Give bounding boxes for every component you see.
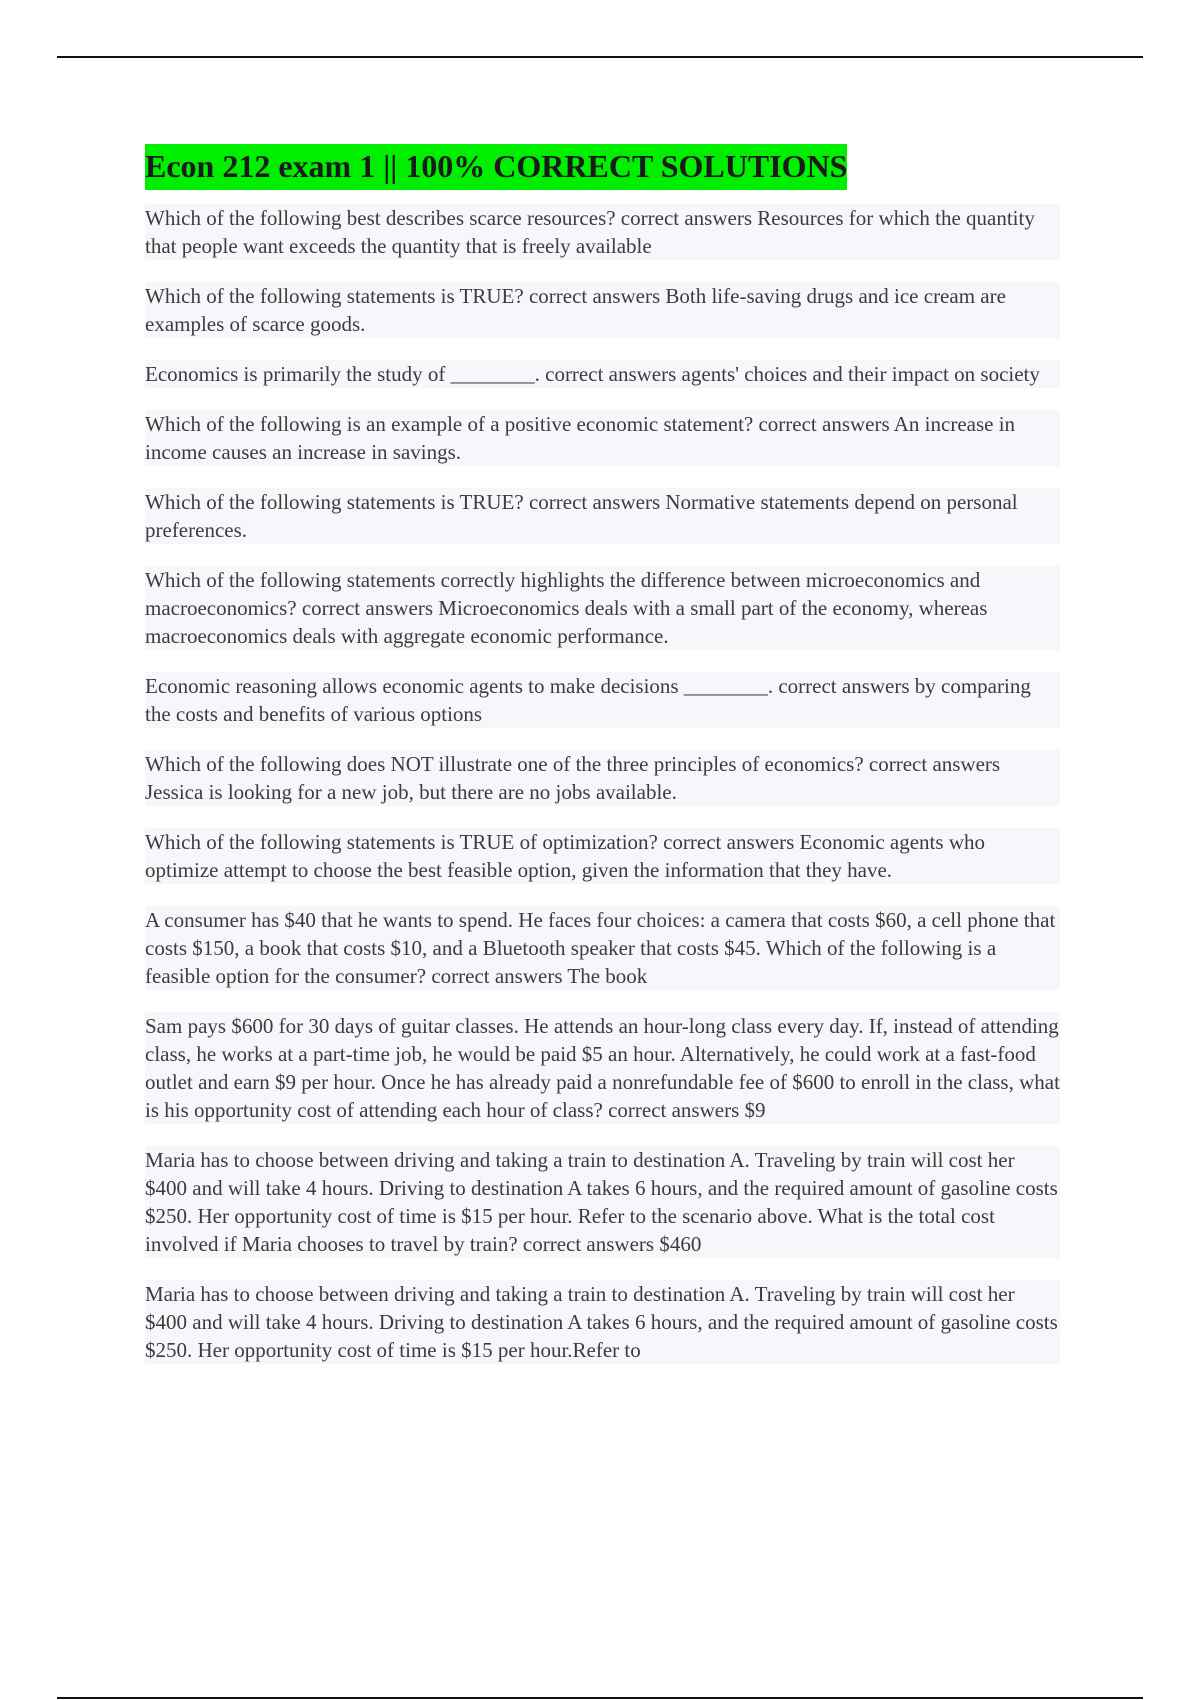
qa-item: Maria has to choose between driving and taking a train to destination A. Traveling by train will cost her $400 and will take 4 hours. Driving to destination A takes 6 hours, and the required amount of gasoline costs $250. Her opportunity cost of time is $15 per hour. Refer to the scenario above. What is the total cost involved if Maria chooses to travel by train? correct answers $460 bbox=[145, 1146, 1060, 1258]
qa-item: Which of the following does NOT illustrate one of the three principles of economics? correct answers Jessica is looking for a new job, but there are no jobs available. bbox=[145, 750, 1060, 806]
qa-item: Which of the following statements is TRUE of optimization? correct answers Economic agents who optimize attempt to choose the best feasible option, given the information that they have. bbox=[145, 828, 1060, 884]
qa-item: Sam pays $600 for 30 days of guitar classes. He attends an hour-long class every day. If, instead of attending class, he works at a part-time job, he would be paid $5 an hour. Alternatively, he could work at a fast-food outlet and earn $9 per hour. Once he has already paid a nonrefundable fee of $600 to enroll in the class, what is his opportunity cost of attending each hour of class? correct answers $9 bbox=[145, 1014, 1060, 1122]
page-top-rule bbox=[57, 56, 1143, 58]
qa-item: Which of the following statements correctly highlights the difference between microeconomics and macroeconomics? correct answers Microeconomics deals with a small part of the economy, whereas macroeconomics deals with aggregate economic performance. bbox=[145, 566, 1060, 650]
document-body bbox=[145, 144, 1060, 1386]
qa-item: Which of the following is an example of a positive economic statement? correct answers An increase in income causes an increase in savings. bbox=[145, 410, 1060, 466]
qa-item: Which of the following best describes scarce resources? correct answers Resources for which the quantity that people want exceeds the quantity that is freely available bbox=[145, 204, 1060, 260]
qa-item: Economics is primarily the study of ________. correct answers agents' choices and their impact on society bbox=[145, 360, 1060, 388]
qa-item: Economic reasoning allows economic agents to make decisions ________. correct answers by comparing the costs and benefits of various options bbox=[145, 672, 1060, 728]
page-bottom-rule bbox=[57, 1697, 1143, 1699]
qa-item: A consumer has $40 that he wants to spend. He faces four choices: a camera that costs $60, a cell phone that costs $150, a book that costs $10, and a Bluetooth speaker that costs $45. Which of the following is a feasible option for the consumer? correct answers The book bbox=[145, 906, 1060, 990]
qa-item: Maria has to choose between driving and taking a train to destination A. Traveling by train will cost her $400 and will take 4 hours. Driving to destination A takes 6 hours, and the required amount of gasoline costs $250. Her opportunity cost of time is $15 per hour.Refer to bbox=[145, 1280, 1060, 1364]
qa-item: Which of the following statements is TRUE? correct answers Normative statements depend on personal preferences. bbox=[145, 488, 1060, 544]
qa-item: Which of the following statements is TRUE? correct answers Both life-saving drugs and ice cream are examples of scarce goods. bbox=[145, 282, 1060, 338]
document-title: Econ 212 exam 1 || 100% CORRECT SOLUTIONS bbox=[145, 144, 847, 190]
